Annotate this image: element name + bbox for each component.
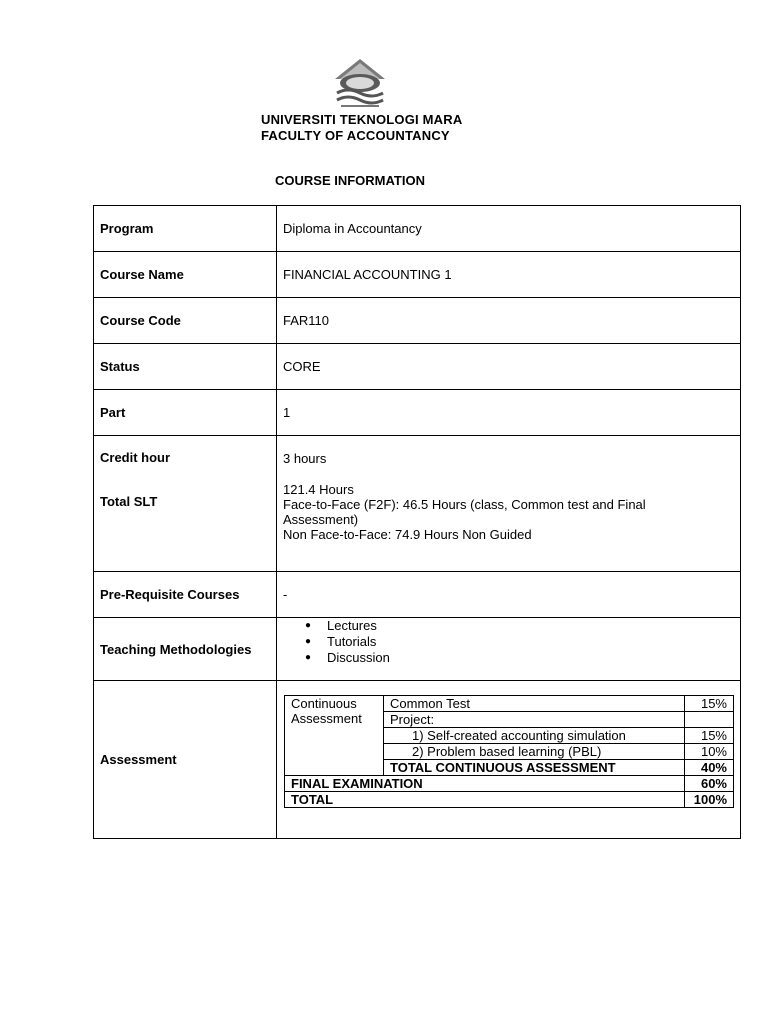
project-item-1: 1) Self-created accounting simulation <box>384 728 685 744</box>
assessment-table <box>284 695 734 808</box>
total-slt-hours: 121.4 Hours <box>283 482 354 497</box>
continuous-label: Continuous <box>291 696 357 711</box>
project-item-2-pct: 10% <box>685 744 734 760</box>
course-name-value: FINANCIAL ACCOUNTING 1 <box>277 252 741 298</box>
course-code-value: FAR110 <box>277 298 741 344</box>
table-row <box>94 298 741 344</box>
list-item: ● Lectures <box>327 618 734 634</box>
teaching-list <box>283 618 734 666</box>
table-row <box>285 792 734 808</box>
final-exam-pct: 60% <box>685 776 734 792</box>
final-exam-label: FINAL EXAMINATION <box>285 776 685 792</box>
university-name: UNIVERSITI TEKNOLOGI MARA <box>261 112 463 127</box>
project-item-1-pct: 15% <box>685 728 734 744</box>
credit-hour-label: Credit hour <box>100 450 171 465</box>
table-row <box>94 618 741 681</box>
course-info-table <box>93 205 741 839</box>
list-item: ● Tutorials <box>327 634 734 650</box>
table-row <box>94 681 741 839</box>
credit-hour-value: 3 hours <box>283 451 327 466</box>
status-value: CORE <box>277 344 741 390</box>
part-value: 1 <box>277 390 741 436</box>
continuous-label-2: Assessment <box>291 711 362 726</box>
prerequisite-label: Pre-Requisite Courses <box>94 572 277 618</box>
page-title: COURSE INFORMATION <box>275 173 425 188</box>
common-test-label: Common Test <box>384 696 685 712</box>
university-logo-icon <box>331 57 389 109</box>
program-value: Diploma in Accountancy <box>277 206 741 252</box>
prerequisite-value: - <box>277 572 741 618</box>
list-item: ● Discussion <box>327 650 734 666</box>
table-row <box>285 696 734 712</box>
assessment-label: Assessment <box>94 681 277 839</box>
faculty-name: FACULTY OF ACCOUNTANCY <box>261 128 450 143</box>
table-row <box>94 206 741 252</box>
part-label: Part <box>94 390 277 436</box>
common-test-pct: 15% <box>685 696 734 712</box>
table-row <box>285 776 734 792</box>
program-label: Program <box>94 206 277 252</box>
total-slt-label: Total SLT <box>100 494 158 509</box>
course-code-label: Course Code <box>94 298 277 344</box>
table-row <box>94 390 741 436</box>
total-label: TOTAL <box>285 792 685 808</box>
table-row <box>94 252 741 298</box>
total-slt-f2f-cont: Assessment) <box>283 512 359 527</box>
total-slt-f2f: Face-to-Face (F2F): 46.5 Hours (class, Common test and Final <box>283 497 646 512</box>
teaching-label: Teaching Methodologies <box>94 618 277 681</box>
status-label: Status <box>94 344 277 390</box>
course-name-label: Course Name <box>94 252 277 298</box>
project-label: Project: <box>384 712 685 728</box>
total-pct: 100% <box>685 792 734 808</box>
table-row <box>94 344 741 390</box>
total-continuous-label: TOTAL CONTINUOUS ASSESSMENT <box>384 760 685 776</box>
table-row <box>94 436 741 572</box>
total-slt-nf2f: Non Face-to-Face: 74.9 Hours Non Guided <box>283 527 532 542</box>
total-continuous-pct: 40% <box>685 760 734 776</box>
project-item-2: 2) Problem based learning (PBL) <box>384 744 685 760</box>
table-row <box>94 572 741 618</box>
